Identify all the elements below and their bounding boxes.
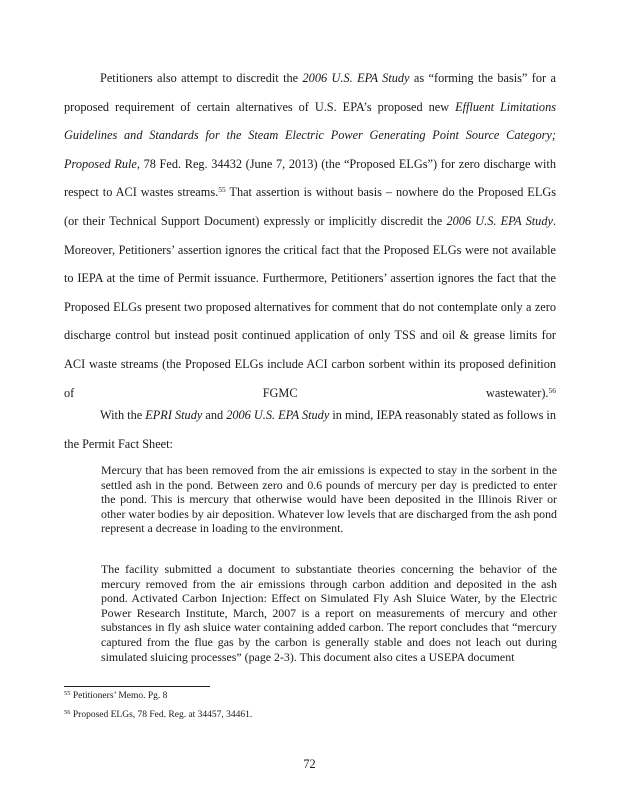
text-span: With the bbox=[100, 408, 146, 422]
text-span: . Moreover, Petitioners’ assertion ignores the critical fact that the Proposed ELGs were not available to IEPA at the time of Permit issuance. Furthermore, Petitioners’ assertion ignores the fact that the Proposed ELGs present two proposed alternatives for comment that do not contemplate only a zero discharge control but instead posit continued application of only TSS and oil & grease limits for ACI waste streams (the Proposed ELGs include ACI carbon sorbent within its proposed definition of FGMC wastewater). bbox=[64, 213, 557, 400]
text-span: as “forming the basis” for a proposed requirement of certain alternatives of U.S. EPA’s proposed new bbox=[64, 71, 556, 114]
footnote-ref-55: 55 bbox=[218, 185, 226, 195]
paragraph-1 bbox=[64, 64, 556, 407]
footnote-56 bbox=[64, 709, 252, 721]
block-quote-1: Mercury that has been removed from the air emissions is expected to stay in the sorbent in the settled ash in the pond. Between zero and 0.6 pounds of mercury per day is predicted to enter the pond. This is mercury that otherwise would have been deposited in the Illinois River or other water bodies by air deposition. Whatever low levels that are discharged from the ash pond represent a decrease in loading to the environment. bbox=[101, 463, 557, 536]
citation-proposed-elgs-title: Effluent Limitations Guidelines and Standards for the Steam Electric Power Generating Point Source Category; Proposed Rule bbox=[64, 99, 557, 171]
text-span: That assertion is without basis – nowhere do the Proposed ELGs (or their Technical Support Document) expressly or implicitly discredit the bbox=[64, 185, 556, 228]
paragraph-2 bbox=[64, 401, 556, 458]
citation-2006-epa-study: 2006 U.S. EPA Study bbox=[302, 71, 410, 85]
text-span: , 78 Fed. Reg. 34432 (June 7, 2013) (the “Proposed ELGs”) for zero discharge with respect to ACI wastes streams. bbox=[64, 156, 556, 200]
footnote-text: Proposed ELGs, 78 Fed. Reg. at 34457, 34461. bbox=[72, 710, 253, 720]
footnote-text: Petitioners’ Memo. Pg. 8 bbox=[72, 691, 168, 701]
page-number: 72 bbox=[303, 757, 316, 771]
footnote-ref-56: 56 bbox=[548, 385, 556, 395]
citation-2006-epa-study: 2006 U.S. EPA Study bbox=[226, 408, 330, 422]
footnote-separator bbox=[64, 686, 210, 687]
footnote-55 bbox=[64, 690, 167, 702]
citation-epri-study: EPRI Study bbox=[145, 408, 203, 422]
text-span: Petitioners also attempt to discredit the bbox=[100, 71, 303, 85]
block-quote-2: The facility submitted a document to substantiate theories concerning the behavior of the mercury removed from the air emissions through carbon addition and deposited in the ash pond. Activated Carbon Injection: Effect on Simulated Fly Ash Sluice Water, by the Electric Power Research Institute, March, 2007 is a report on measurements of mercury and other substances in fly ash sluice water containing added carbon. The report concludes that “mercury captured from the flue gas by the carbon is generally stable and does not leach out during simulated sluicing processes” (page 2-3). This document also cites a USEPA document bbox=[101, 562, 557, 664]
footnote-number: 56 bbox=[64, 709, 71, 716]
text-span: and bbox=[202, 408, 227, 422]
text-span: in mind, IEPA reasonably stated as follows in the Permit Fact Sheet: bbox=[64, 408, 556, 451]
footnote-number: 55 bbox=[64, 690, 71, 697]
citation-2006-epa-study: 2006 U.S. EPA Study bbox=[446, 213, 553, 228]
